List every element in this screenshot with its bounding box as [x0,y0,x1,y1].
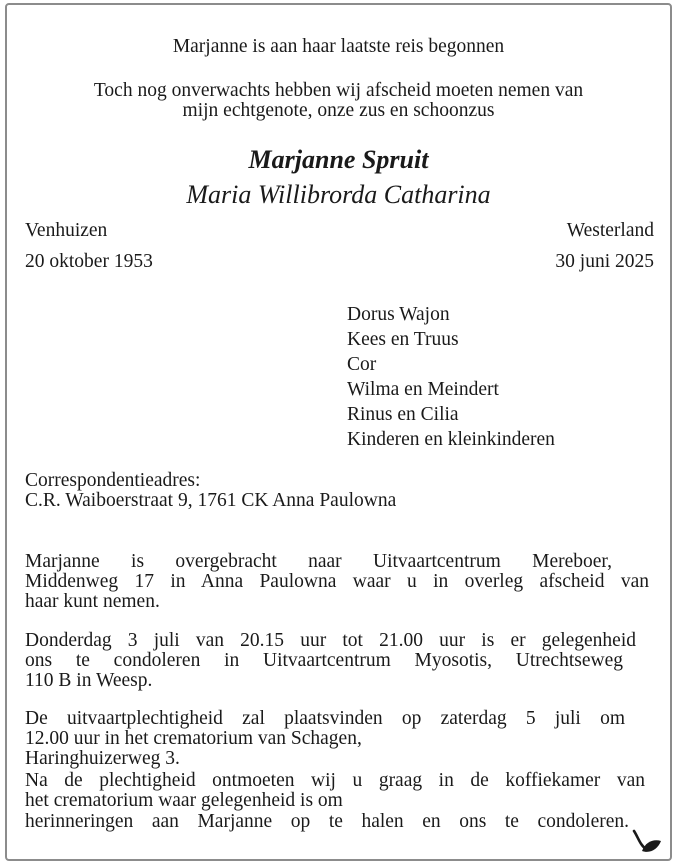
paragraph-line: het crematorium waar gelegenheid is om [25,790,343,811]
family-member: Kees en Truus [347,329,459,350]
deceased-full-name: Maria Willibrorda Catharina [186,180,491,209]
paragraph-line: herinneringen aan Marjanne op te halen en ons te condoleren. [25,811,629,832]
intro-line-2: mijn echtgenote, onze zus en schoonzus [182,100,495,121]
notice-heading: Marjanne is aan haar laatste reis begonnen [172,36,505,57]
family-member: Wilma en Meindert [347,379,499,400]
paragraph-line: Haringhuizerweg 3. [25,748,180,769]
correspondence-label: Correspondentieadres: [25,470,201,491]
family-member: Cor [347,354,377,375]
birth-place: Venhuizen [25,220,108,241]
paragraph-line: Na de plechtigheid ontmoeten wij u graag in de koffiekamer van [25,770,645,791]
birth-date: 20 oktober 1953 [25,251,153,272]
paragraph-line: haar kunt nemen. [25,591,160,612]
leaf-icon [632,829,662,855]
family-member: Dorus Wajon [347,304,450,325]
paragraph-line: 12.00 uur in het crematorium van Schagen, [25,728,362,749]
family-member: Kinderen en kleinkinderen [347,429,555,450]
family-member: Rinus en Cilia [347,404,459,425]
paragraph-line: Middenweg 17 in Anna Paulowna waar u in overleg afscheid van [25,571,649,592]
deceased-name: Marjanne Spruit [248,145,429,174]
paragraph-line: Marjanne is overgebracht naar Uitvaartcentrum Mereboer, [25,551,612,572]
paragraph-line: 110 B in Weesp. [25,670,153,691]
paragraph-line: Donderdag 3 juli van 20.15 uur tot 21.00 uur is er gelegenheid [25,630,636,651]
death-notice-card [5,3,672,861]
intro-line-1: Toch nog onverwachts hebben wij afscheid moeten nemen van [93,80,584,101]
death-date: 30 juni 2025 [555,251,654,272]
paragraph-line: ons te condoleren in Uitvaartcentrum Myosotis, Utrechtseweg [25,650,623,671]
paragraph-line: De uitvaartplechtigheid zal plaatsvinden op zaterdag 5 juli om [25,708,625,729]
correspondence-address: C.R. Waiboerstraat 9, 1761 CK Anna Paulowna [25,490,397,511]
death-place: Westerland [566,220,654,241]
